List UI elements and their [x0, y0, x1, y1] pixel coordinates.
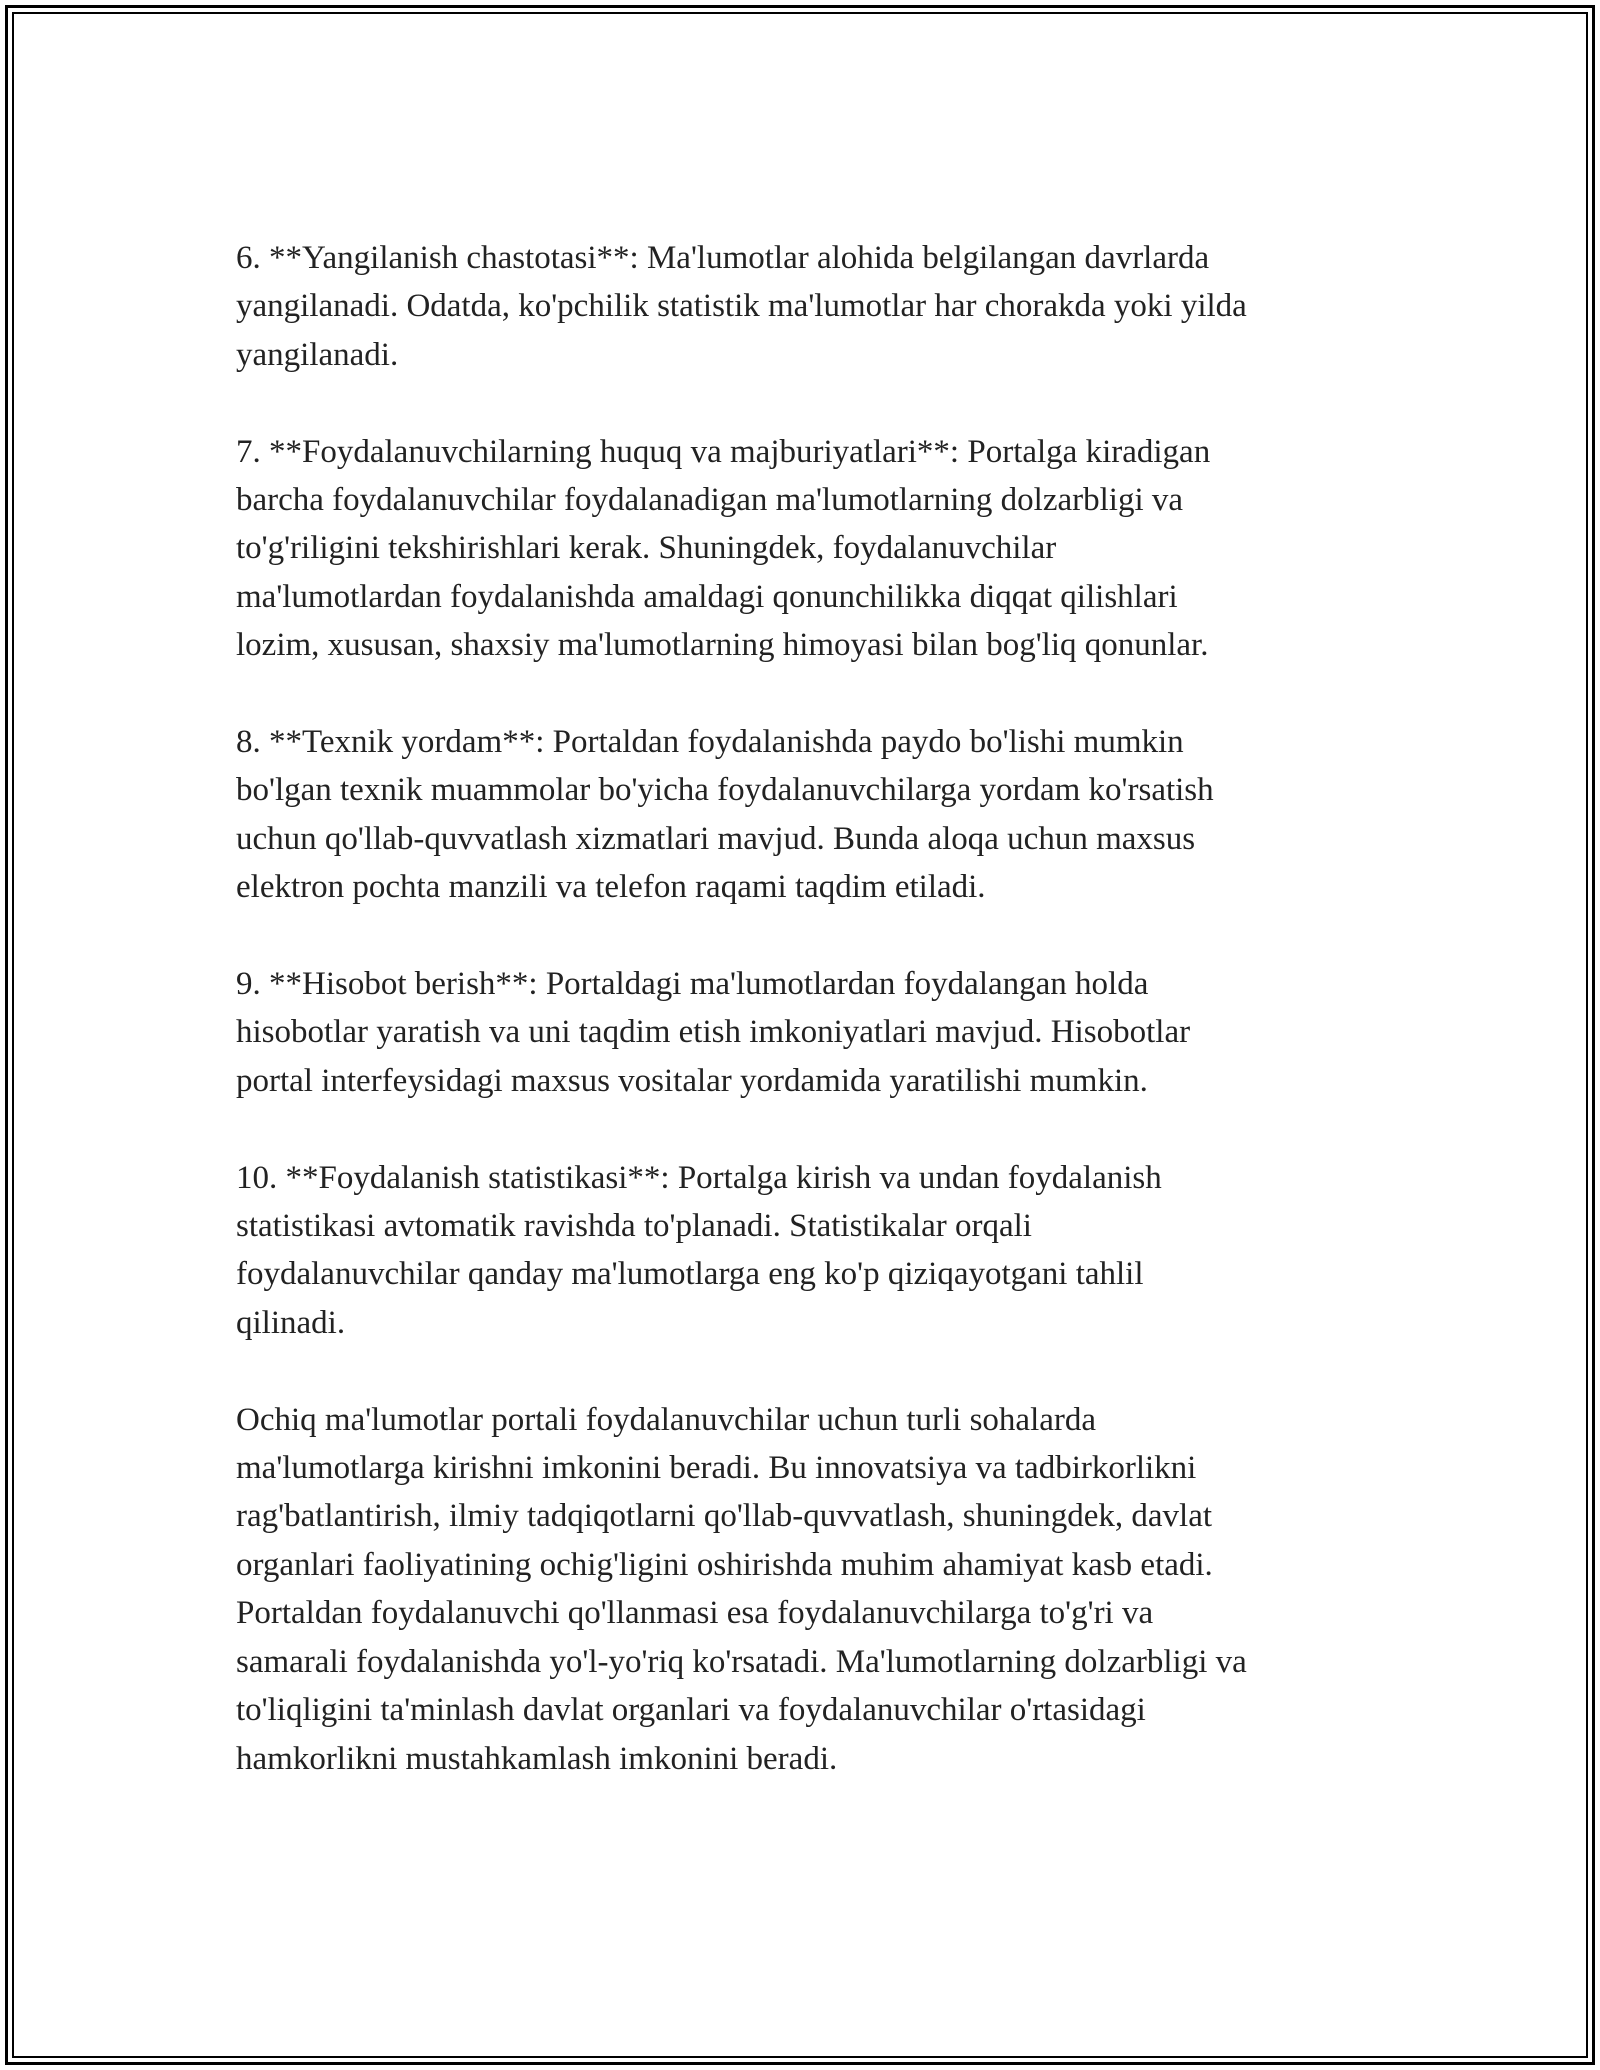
- paragraph-item-9: 9. **Hisobot berish**: Portaldagi ma'lumotlardan foydalangan holda hisobotlar yaratish va uni taqdim etish imkoniyatlari mavjud. Hisobotlar portal interfeysidagi maxsus vositalar yordamida yaratilishi mumkin.: [236, 966, 1191, 1099]
- paragraph-item-8: 8. **Texnik yordam**: Portaldan foydalanishda paydo bo'lishi mumkin bo'lgan texnik muammolar bo'yicha foydalanuvchilarga yordam ko'rsatish uchun qo'llab-quvvatlash xizmatlari mavjud. Bunda aloqa uchun maxsus elektron pochta manzili va telefon raqami taqdim etiladi.: [236, 724, 1214, 906]
- document-body: [236, 234, 1376, 1783]
- paragraph-item-10: 10. **Foydalanish statistikasi**: Portalga kirish va undan foydalanish statistikasi avtomatik ravishda to'planadi. Statistikalar orqali foydalanuvchilar qanday ma'lumotlarga eng ko'p qiziqayotgani tahlil qilinadi.: [236, 1159, 1162, 1341]
- paragraph-item-6: 6. **Yangilanish chastotasi**: Ma'lumotlar alohida belgilangan davrlarda yangilanadi. Odatda, ko'pchilik statistik ma'lumotlar har chorakda yoki yilda yangilanadi.: [236, 240, 1247, 373]
- paragraph-conclusion: Ochiq ma'lumotlar portali foydalanuvchilar uchun turli sohalarda ma'lumotlarga kirishni imkonini beradi. Bu innovatsiya va tadbirkorlikni rag'batlantirish, ilmiy tadqiqotlarni qo'llab-quvvatlash, shuningdek, davlat organlari faoliyatining ochig'ligini oshirishda muhim ahamiyat kasb etadi. Portaldan foydalanuvchi qo'llanmasi esa foydalanuvchilarga to'g'ri va samarali foydalanishda yo'l-yo'riq ko'rsatadi. Ma'lumotlarning dolzarbligi va to'liqligini ta'minlash davlat organlari va foydalanuvchilar o'rtasidagi hamkorlikni mustahkamlash imkonini beradi.: [236, 1401, 1247, 1777]
- paragraph-item-7: 7. **Foydalanuvchilarning huquq va majburiyatlari**: Portalga kiradigan barcha foydalanuvchilar foydalanadigan ma'lumotlarning dolzarbligi va to'g'riligini tekshirishlari kerak. Shuningdek, foydalanuvchilar ma'lumotlardan foydalanishda amaldagi qonunchilikka diqqat qilishlari lozim, xususan, shaxsiy ma'lumotlarning himoyasi bilan bog'liq qonunlar.: [236, 433, 1211, 664]
